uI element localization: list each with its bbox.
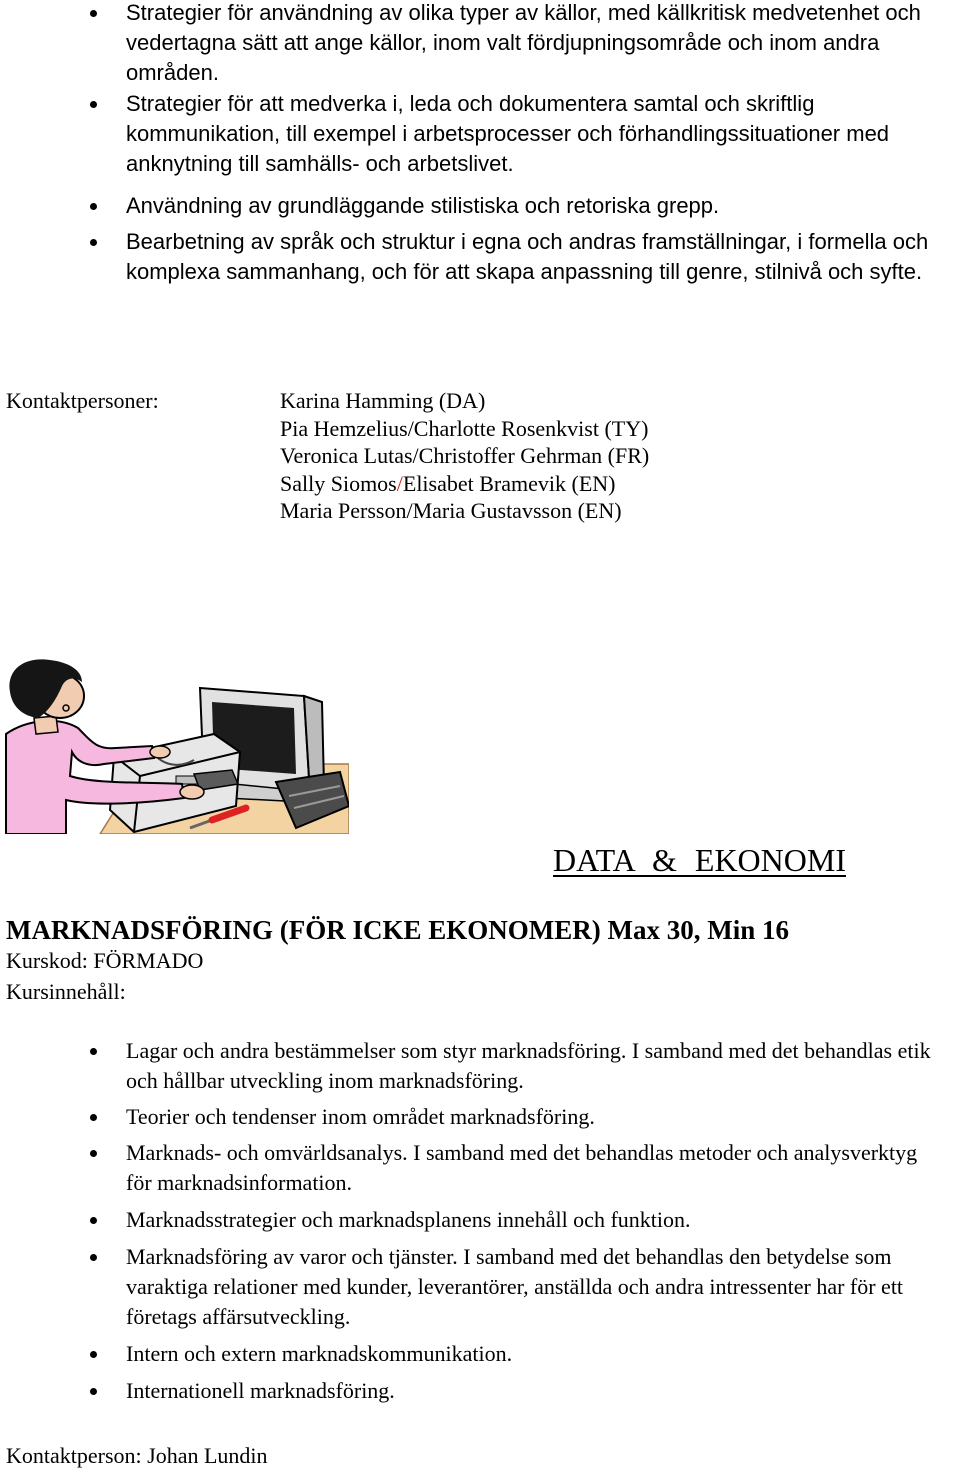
course-contact: Kontaktperson: Johan Lundin [6, 1443, 268, 1468]
contact-person: Sally Siomos/Elisabet Bramevik (EN) [280, 470, 616, 496]
woman-at-computer-illustration [4, 656, 349, 834]
list-item: Intern och extern marknadskommunikation. [126, 1339, 941, 1369]
contact-person: Maria Persson/Maria Gustavsson (EN) [280, 498, 622, 523]
list-item: Internationell marknadsföring. [126, 1376, 941, 1406]
contact-person: Karina Hamming (DA) [280, 388, 486, 413]
red-slash: / [396, 470, 403, 496]
bullet-icon [90, 1048, 97, 1055]
list-item: Teorier och tendenser inom området marknadsföring. [126, 1102, 941, 1132]
bullet-icon [90, 1254, 97, 1261]
list-item: Strategier för användning av olika typer av källor, med källkritisk medvetenhet och vedertagna sätt att ange källor, inom valt fördjupningsområde och inom andra områden. [126, 0, 941, 88]
list-item: Marknadsföring av varor och tjänster. I samband med det behandlas den betydelse som varaktiga relationer med kunder, leverantörer, anställda och andra intressenter har för ett företags affärsutveckling. [126, 1242, 941, 1332]
bullet-icon [90, 1351, 97, 1358]
list-item: Strategier för att medverka i, leda och dokumentera samtal och skriftlig kommunikation, till exempel i arbetsprocesser och förhandlingssituationer med anknytning till samhälls- och arbetslivet. [126, 89, 941, 179]
course-title: MARKNADSFÖRING (FÖR ICKE EKONOMER) Max 30, Min 16 [6, 915, 789, 945]
contact-person: Pia Hemzelius/Charlotte Rosenkvist (TY) [280, 415, 649, 441]
contact-person: Veronica Lutas/Christoffer Gehrman (FR) [280, 443, 650, 468]
course-code: Kurskod: FÖRMADO [6, 948, 204, 973]
hand [180, 785, 204, 799]
list-item: Användning av grundläggande stilistiska och retoriska grepp. [126, 191, 941, 221]
course-content-label: Kursinnehåll: [6, 979, 126, 1004]
list-item: Lagar och andra bestämmelser som styr marknadsföring. I samband med det behandlas etik och hållbar utveckling inom marknadsföring. [126, 1036, 941, 1096]
list-item: Bearbetning av språk och struktur i egna och andras framställningar, i formella och komplexa sammanhang, och för att skapa anpassning till genre, stilnivå och syfte. [126, 227, 941, 287]
contacts-label: Kontaktpersoner: [6, 388, 159, 413]
list-item: Marknads- och omvärldsanalys. I samband med det behandlas metoder och analysverktyg för marknadsinformation. [126, 1138, 941, 1198]
bullet-icon [90, 239, 97, 246]
neck [34, 716, 58, 734]
bullet-icon [90, 1388, 97, 1395]
section-heading: DATA & EKONOMI [553, 842, 846, 878]
list-item: Marknadsstrategier och marknadsplanens innehåll och funktion. [126, 1205, 941, 1235]
bullet-icon [90, 1217, 97, 1224]
bullet-icon [90, 1150, 97, 1157]
bullet-icon [90, 203, 97, 210]
bullet-icon [90, 10, 97, 17]
contacts-list [280, 387, 649, 525]
hand [150, 746, 170, 758]
bullet-icon [90, 101, 97, 108]
bullet-icon [90, 1114, 97, 1121]
